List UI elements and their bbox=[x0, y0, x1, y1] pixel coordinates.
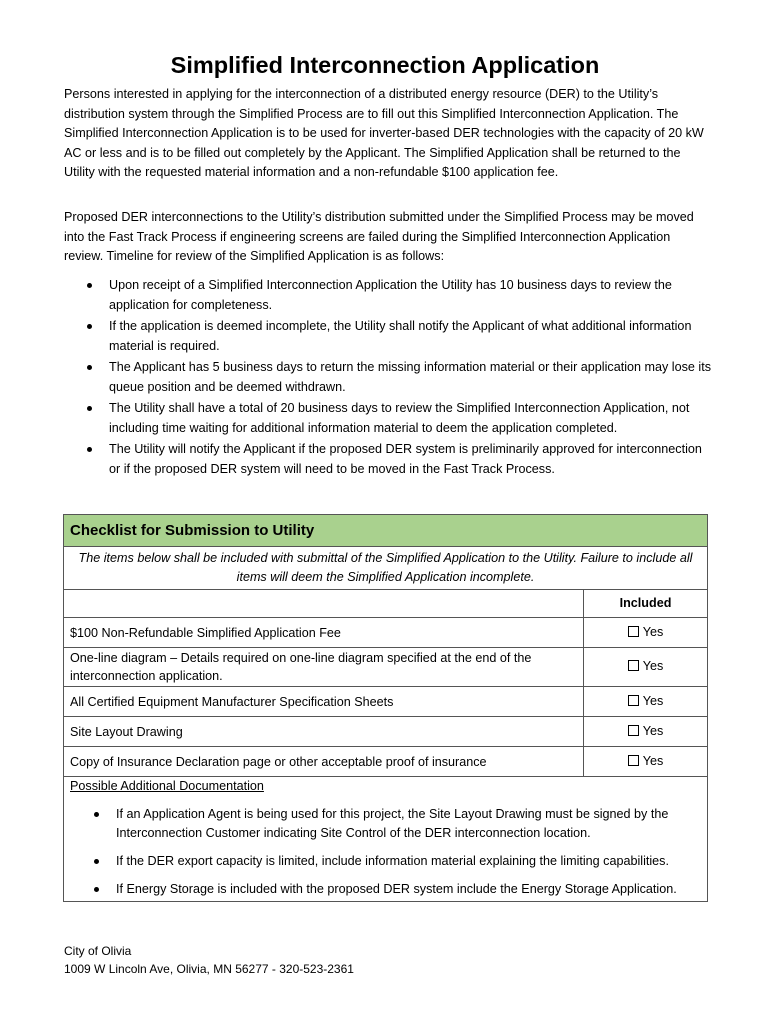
yes-label: Yes bbox=[642, 693, 664, 708]
process-paragraph: Proposed DER interconnections to the Utility’s distribution submitted under the Simplified Process may be moved into the Fast Track Process if engineering screens are failed during the Simplified Interconnection Application review. Timeline for review of the Simplified Application is as follows: bbox=[64, 210, 694, 263]
footer-address: 1009 W Lincoln Ave, Olivia, MN 56277 - 320-523-2361 bbox=[64, 962, 354, 976]
table-row bbox=[64, 717, 708, 747]
included-checkbox[interactable] bbox=[584, 717, 708, 747]
item-column-header bbox=[64, 590, 584, 618]
table-row bbox=[64, 648, 708, 687]
checklist-header: Checklist for Submission to Utility bbox=[64, 515, 708, 547]
list-item: If an Application Agent is being used for this project, the Site Layout Drawing must be signed by the Interconnection Customer indicating Site Control of the DER interconnection location. bbox=[70, 805, 701, 843]
yes-label: Yes bbox=[642, 723, 664, 738]
checklist-item: All Certified Equipment Manufacturer Specification Sheets bbox=[64, 687, 584, 717]
footer bbox=[64, 942, 354, 978]
table-row bbox=[64, 687, 708, 717]
checklist-item: $100 Non-Refundable Simplified Application Fee bbox=[64, 618, 584, 648]
yes-label: Yes bbox=[642, 659, 664, 674]
included-checkbox[interactable] bbox=[584, 618, 708, 648]
additional-documentation-title: Possible Additional Documentation bbox=[70, 779, 264, 793]
included-checkbox[interactable] bbox=[584, 687, 708, 717]
checkbox-icon[interactable] bbox=[628, 695, 639, 706]
timeline-item: The Applicant has 5 business days to return the missing information material or their application may lose its queue position and be deemed withdrawn. bbox=[64, 358, 712, 397]
table-row bbox=[64, 747, 708, 777]
additional-documentation-section bbox=[64, 777, 708, 902]
timeline-item: The Utility will notify the Applicant if the proposed DER system is preliminarily approved for interconnection or if the proposed DER system will need to be moved in the Fast Track Process. bbox=[64, 440, 712, 479]
yes-label: Yes bbox=[642, 753, 664, 768]
list-item: If the DER export capacity is limited, include information material explaining the limiting capabilities. bbox=[70, 852, 701, 871]
intro-paragraph: Persons interested in applying for the interconnection of a distributed energy resource (DER) to the Utility’s distribution system through the Simplified Process are to fill out this Simplified Interconnection Application. The Simplified Interconnection Application is to be used for inverter-based DER technologies with the capacity of 20 kW AC or less and is to be filled out completely by the Applicant. The Simplified Application shall be returned to the Utility with the requested material information and a non-refundable $100 application fee. bbox=[64, 87, 704, 179]
checklist-intro: The items below shall be included with submittal of the Simplified Application to the Utility. Failure to include all items will deem the Simplified Application incomplete. bbox=[64, 547, 708, 590]
timeline-list bbox=[64, 276, 712, 481]
checklist-table bbox=[63, 514, 708, 902]
checklist-item: One-line diagram – Details required on one-line diagram specified at the end of the interconnection application. bbox=[64, 648, 584, 687]
footer-organization: City of Olivia bbox=[64, 944, 132, 958]
included-column-header: Included bbox=[584, 590, 708, 618]
timeline-item: Upon receipt of a Simplified Interconnection Application the Utility has 10 business days to review the application for completeness. bbox=[64, 276, 712, 315]
checkbox-icon[interactable] bbox=[628, 660, 639, 671]
table-row bbox=[64, 618, 708, 648]
checklist-item: Copy of Insurance Declaration page or other acceptable proof of insurance bbox=[64, 747, 584, 777]
checkbox-icon[interactable] bbox=[628, 626, 639, 637]
included-checkbox[interactable] bbox=[584, 747, 708, 777]
checkbox-icon[interactable] bbox=[628, 725, 639, 736]
additional-documentation-list bbox=[70, 805, 701, 899]
included-checkbox[interactable] bbox=[584, 648, 708, 687]
list-item: If Energy Storage is included with the proposed DER system include the Energy Storage Application. bbox=[70, 880, 701, 899]
checkbox-icon[interactable] bbox=[628, 755, 639, 766]
timeline-item: The Utility shall have a total of 20 business days to review the Simplified Interconnection Application, not including time waiting for additional information material to deem the application completed. bbox=[64, 399, 712, 438]
yes-label: Yes bbox=[642, 624, 664, 639]
page-title: Simplified Interconnection Application bbox=[170, 52, 600, 78]
checklist-item: Site Layout Drawing bbox=[64, 717, 584, 747]
timeline-item: If the application is deemed incomplete, the Utility shall notify the Applicant of what additional information material is required. bbox=[64, 317, 712, 356]
